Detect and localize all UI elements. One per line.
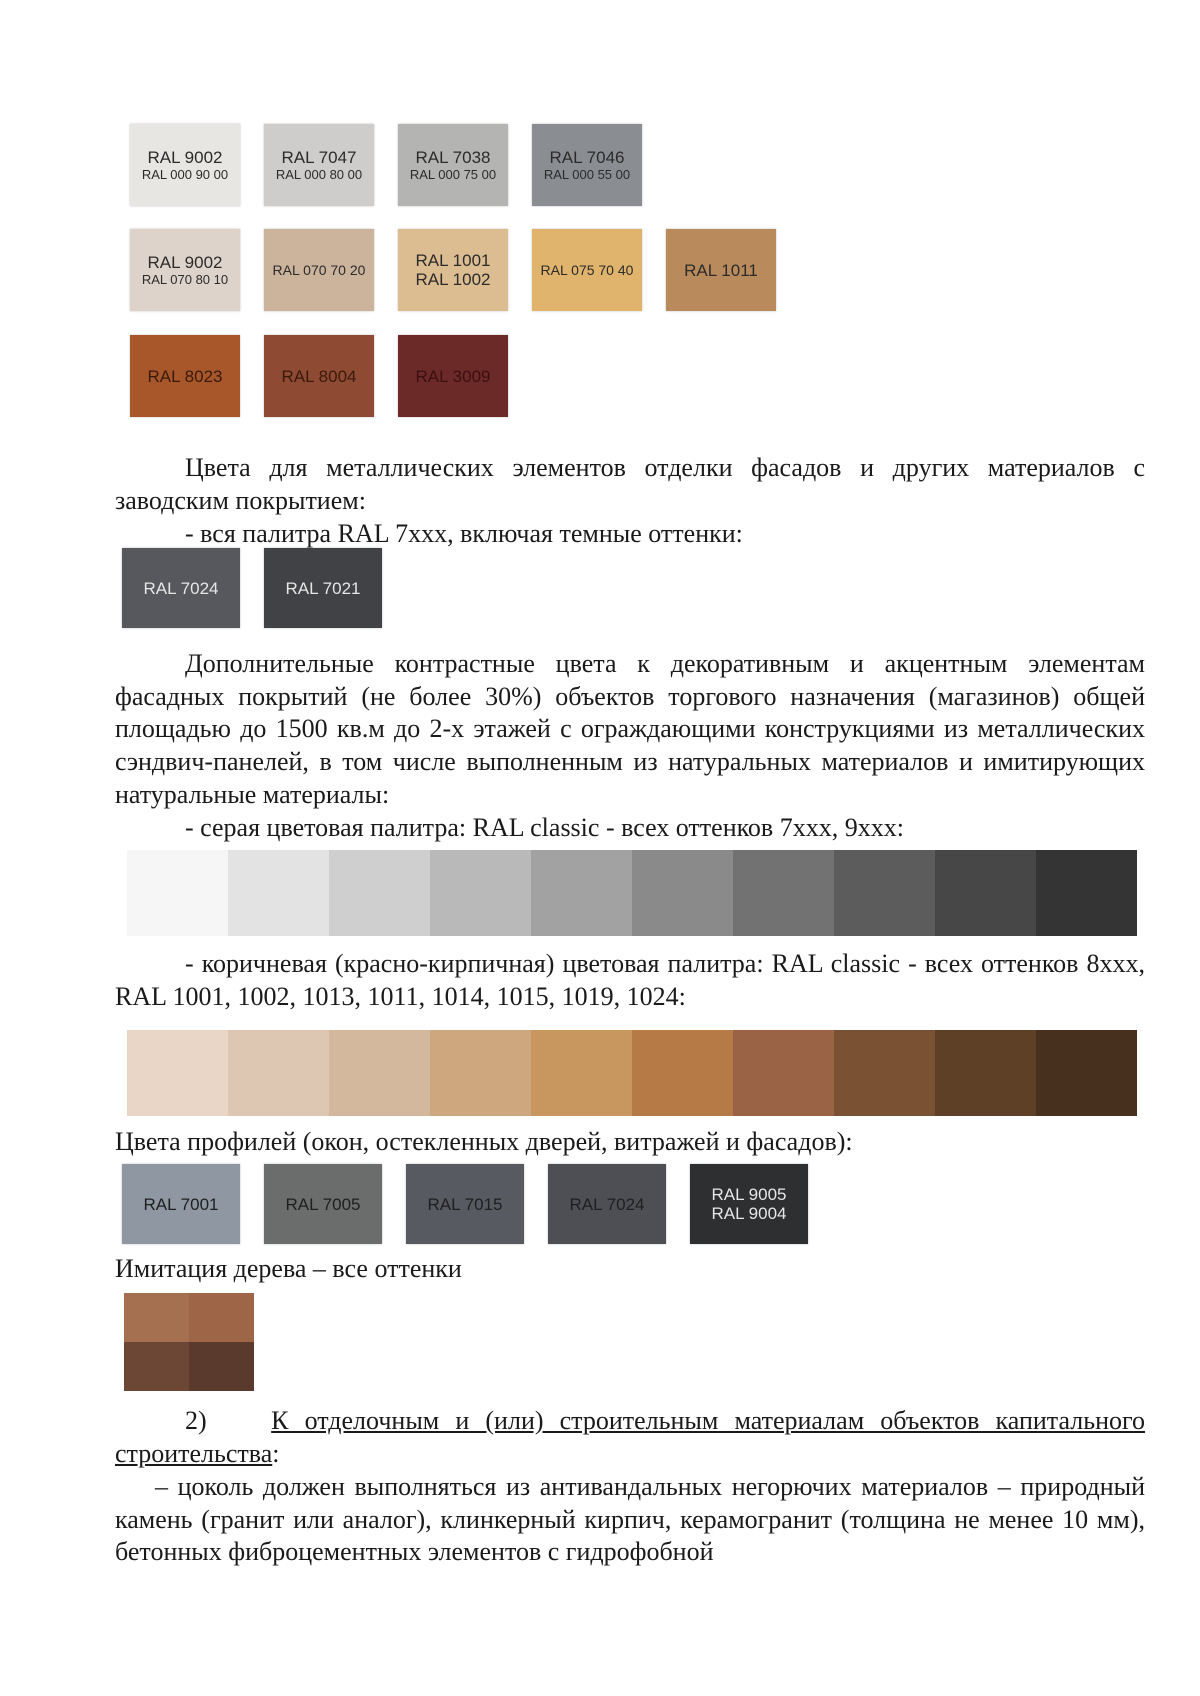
paragraph-section-2: 2) К отделочным и (или) строительным материалам объектов капитального строительства:: [115, 1406, 1146, 1468]
swatch-label: RAL 1001: [415, 250, 491, 270]
swatch-label: RAL 7038: [415, 147, 491, 167]
palette-cell: [632, 850, 733, 936]
color-swatch: [264, 335, 374, 417]
swatch-label: RAL 075 70 40: [540, 261, 634, 278]
paragraph-plinth: – цоколь должен выполняться из антивандальных негорючих материалов – природный камень (гранит или аналог), клинкерный кирпич, керамогранит (толщина не менее 10 мм), бетонных фиброцементных элементов с гидрофобной: [115, 1472, 1145, 1567]
wood-cell: [124, 1293, 189, 1342]
swatch-label: RAL 7046: [549, 147, 625, 167]
palette-cell: [127, 850, 228, 936]
palette-cell: [1036, 850, 1137, 936]
paragraph-contrast-colors: Дополнительные контрастные цвета к декоративным и акцентным элементам фасадных покрытий (не более 30%) объектов торгового назначения (магазинов) общей площадью до 1500 кв.м до 2-х этажей с ограждающими конструкциями из металлических сэндвич-панелей, в том числе выполненным из натуральных материалов и имитирующих натуральные материалы:: [115, 649, 1145, 809]
swatch-sublabel: RAL 1002: [415, 269, 491, 289]
wood-cell: [189, 1342, 254, 1391]
palette-cell: [228, 850, 329, 936]
swatch-label: RAL 8004: [281, 366, 357, 386]
palette-cell: [531, 850, 632, 936]
swatch-label: RAL 9005: [711, 1184, 787, 1204]
color-swatch: [264, 124, 374, 206]
swatch-label: RAL 9002: [147, 252, 223, 272]
palette-cell: [733, 1030, 834, 1116]
swatch-label: RAL 1011: [684, 260, 758, 280]
color-swatch: [690, 1164, 808, 1244]
swatch-row-grey-light: [130, 124, 666, 206]
palette-cell: [935, 1030, 1036, 1116]
palette-cell: [834, 850, 935, 936]
color-swatch: [264, 229, 374, 311]
color-swatch: [130, 335, 240, 417]
palette-cell: [329, 1030, 430, 1116]
swatch-sublabel: RAL 9004: [711, 1203, 787, 1223]
palette-cell: [632, 1030, 733, 1116]
color-swatch: [532, 229, 642, 311]
swatch-label: RAL 7001: [143, 1194, 219, 1214]
paragraph-metal-colors: Цвета для металлических элементов отделки фасадов и других материалов с заводским покрытием:: [115, 453, 1145, 515]
section-2-heading: К отделочным и (или) строительным материалам объектов капитального строительства: [115, 1406, 1146, 1468]
swatch-label: RAL 7005: [285, 1194, 361, 1214]
palette-cell: [228, 1030, 329, 1116]
color-swatch: [398, 335, 508, 417]
brown-palette-strip: [127, 1030, 1137, 1116]
swatch-sublabel: RAL 000 80 00: [275, 166, 363, 182]
color-swatch: [398, 229, 508, 311]
swatch-row-brick: [130, 335, 532, 417]
palette-cell: [531, 1030, 632, 1116]
wood-cell: [124, 1342, 189, 1391]
wood-cell: [189, 1293, 254, 1342]
swatch-row-profile: [122, 1164, 832, 1244]
color-swatch: [406, 1164, 524, 1244]
swatch-label: RAL 7024: [143, 578, 219, 598]
palette-cell: [834, 1030, 935, 1116]
swatch-sublabel: RAL 000 55 00: [543, 166, 631, 182]
swatch-label: RAL 070 70 20: [272, 261, 366, 278]
swatch-label: RAL 3009: [415, 366, 491, 386]
swatch-label: RAL 7024: [569, 1194, 645, 1214]
paragraph-wood-imitation: Имитация дерева – все оттенки: [115, 1254, 462, 1283]
paragraph-gray-palette: - серая цветовая палитра: RAL classic - всех оттенков 7xxx, 9xxx:: [185, 813, 904, 842]
color-swatch: [264, 548, 382, 628]
swatch-label: RAL 9002: [147, 147, 223, 167]
swatch-label: RAL 7021: [285, 578, 361, 598]
swatch-sublabel: RAL 070 80 10: [141, 271, 229, 287]
color-swatch: [130, 229, 240, 311]
swatch-row-beige: [130, 229, 800, 311]
gray-palette-strip: [127, 850, 1137, 936]
palette-cell: [127, 1030, 228, 1116]
palette-cell: [1036, 1030, 1137, 1116]
swatch-sublabel: RAL 000 75 00: [409, 166, 497, 182]
color-swatch: [548, 1164, 666, 1244]
color-swatch: [122, 548, 240, 628]
swatch-sublabel: RAL 000 90 00: [141, 166, 229, 182]
color-swatch: [532, 124, 642, 206]
palette-cell: [430, 1030, 531, 1116]
color-swatch: [398, 124, 508, 206]
color-swatch: [264, 1164, 382, 1244]
palette-cell: [430, 850, 531, 936]
paragraph-profile-colors: Цвета профилей (окон, остекленных дверей, витражей и фасадов):: [115, 1127, 853, 1156]
swatch-label: RAL 7047: [281, 147, 357, 167]
color-swatch: [130, 124, 240, 206]
palette-cell: [935, 850, 1036, 936]
palette-cell: [733, 850, 834, 936]
swatch-label: RAL 7015: [427, 1194, 503, 1214]
wood-texture-swatch: [124, 1293, 254, 1391]
paragraph-brown-palette: - коричневая (красно-кирпичная) цветовая палитра: RAL classic - всех оттенков 8xxx, RAL 1001, 1002, 1013, 1011, 1014, 1015, 1019, 1024:: [115, 949, 1145, 1011]
color-swatch: [666, 229, 776, 311]
paragraph-metal-palette: - вся палитра RAL 7xxx, включая темные оттенки:: [185, 519, 743, 548]
swatch-row-metal: [122, 548, 406, 628]
swatch-label: RAL 8023: [147, 366, 223, 386]
palette-cell: [329, 850, 430, 936]
color-swatch: [122, 1164, 240, 1244]
